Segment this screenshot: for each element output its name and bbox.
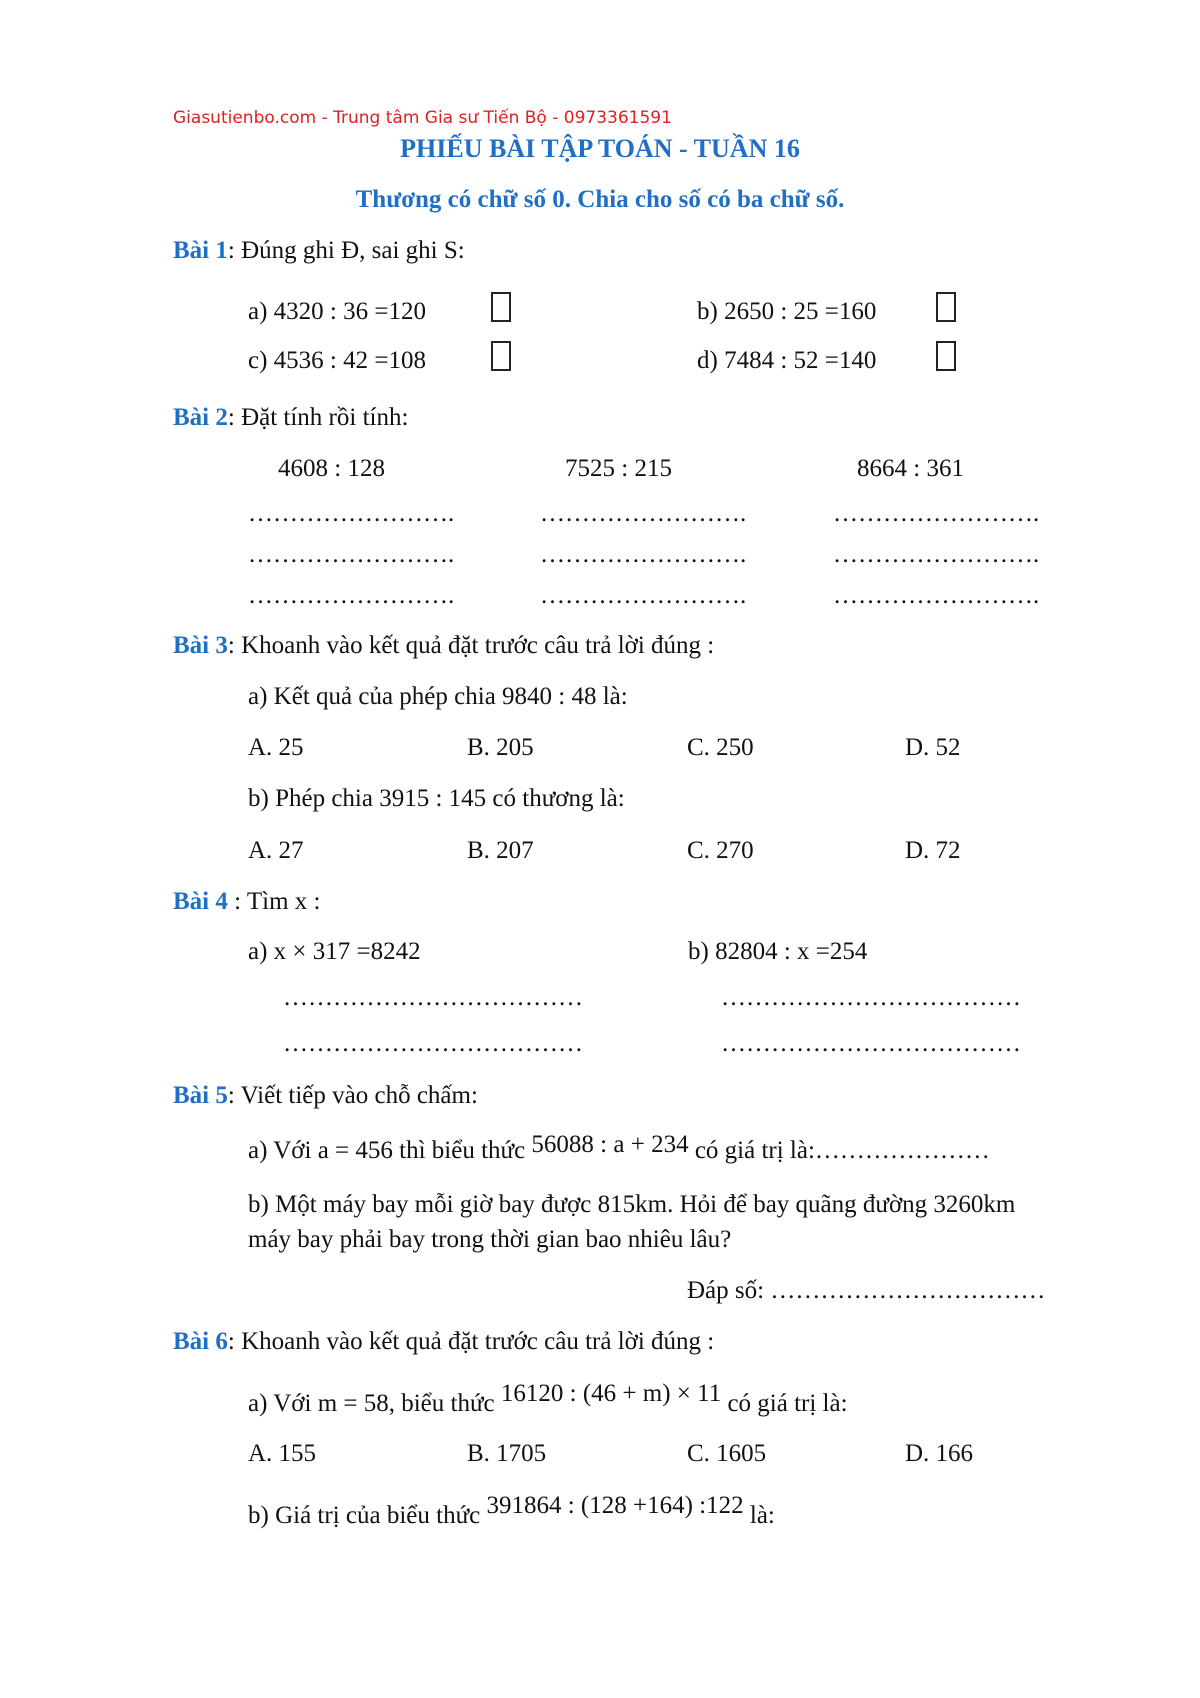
bai6-part-a — [248, 1380, 848, 1418]
bai5-a-suffix[interactable]: có giá trị là:………………… — [694, 1137, 990, 1164]
work-line[interactable]: ……………………. — [540, 541, 747, 568]
bai6-instruction: : Khoanh vào kết quả đặt trước câu trả lời đúng : — [227, 1328, 715, 1355]
option-b[interactable]: B. 207 — [467, 837, 534, 864]
bai6-a-expression: 16120 : (46 + m) × 11 — [500, 1380, 722, 1407]
bai2-problem-3: 8664 : 361 — [857, 455, 964, 482]
option-c[interactable]: C. 250 — [687, 734, 754, 761]
bai6-a-prefix: a) Với m = 58, biểu thức — [248, 1390, 495, 1417]
bai1-item-d: d) 7484 : 52 =140 — [697, 347, 877, 374]
bai5-b-line2: máy bay phải bay trong thời gian bao nhiêu lâu? — [248, 1226, 732, 1253]
work-line[interactable]: ……………………. — [540, 500, 747, 527]
bai2-problem-1: 4608 : 128 — [278, 455, 385, 482]
bai5-answer[interactable]: Đáp số: …………………………… — [687, 1277, 1046, 1304]
option-d[interactable]: D. 166 — [905, 1440, 974, 1467]
work-line[interactable]: ……………………………… — [283, 984, 583, 1011]
site-header: Giasutienbo.com - Trung tâm Gia sư Tiến Bộ - 0973361591 — [173, 108, 672, 128]
answer-box-b[interactable] — [936, 292, 956, 322]
bai4-equation-a: a) x × 317 =8242 — [248, 938, 421, 965]
bai6-part-b — [248, 1492, 775, 1530]
bai6-b-suffix: là: — [749, 1502, 775, 1529]
work-line[interactable]: ……………………. — [833, 541, 1040, 568]
bai3-heading — [173, 632, 714, 660]
bai6-heading — [173, 1328, 714, 1356]
option-b[interactable]: B. 1705 — [467, 1440, 547, 1467]
bai5-instruction: : Viết tiếp vào chỗ chấm: — [227, 1082, 478, 1109]
worksheet-title: PHIẾU BÀI TẬP TOÁN - TUẦN 16 — [400, 134, 800, 163]
bai5-b-line1: b) Một máy bay mỗi giờ bay được 815km. Hỏi để bay quãng đường 3260km — [248, 1191, 1016, 1218]
bai3-label: Bài 3 — [173, 632, 228, 659]
bai5-a-expression: 56088 : a + 234 — [531, 1131, 689, 1158]
bai2-problem-2: 7525 : 215 — [565, 455, 672, 482]
bai6-label: Bài 6 — [173, 1328, 228, 1355]
answer-box-c[interactable] — [491, 341, 511, 371]
work-line[interactable]: ……………………. — [248, 541, 455, 568]
bai1-instruction: : Đúng ghi Đ, sai ghi S: — [227, 237, 465, 264]
answer-box-d[interactable] — [936, 341, 956, 371]
option-d[interactable]: D. 72 — [905, 837, 961, 864]
work-line[interactable]: ……………………. — [833, 582, 1040, 609]
bai6-a-suffix: có giá trị là: — [727, 1390, 848, 1417]
work-line[interactable]: ……………………………… — [721, 1030, 1021, 1057]
bai3-question-a: a) Kết quả của phép chia 9840 : 48 là: — [248, 683, 628, 710]
bai5-part-a — [248, 1131, 990, 1165]
option-c[interactable]: C. 270 — [687, 837, 754, 864]
bai4-equation-b: b) 82804 : x =254 — [688, 938, 868, 965]
bai6-b-prefix: b) Giá trị của biểu thức — [248, 1502, 481, 1529]
bai2-label: Bài 2 — [173, 404, 228, 431]
work-line[interactable]: ……………………. — [248, 500, 455, 527]
bai5-a-prefix: a) Với a = 456 thì biểu thức — [248, 1137, 526, 1164]
bai4-heading — [173, 888, 320, 916]
worksheet-subtitle: Thương có chữ số 0. Chia cho số có ba chữ số. — [355, 186, 845, 213]
option-a[interactable]: A. 27 — [248, 837, 304, 864]
bai5-heading — [173, 1082, 478, 1110]
option-c[interactable]: C. 1605 — [687, 1440, 767, 1467]
work-line[interactable]: ……………………. — [833, 500, 1040, 527]
bai3-instruction: : Khoanh vào kết quả đặt trước câu trả lời đúng : — [227, 632, 715, 659]
work-line[interactable]: ……………………. — [540, 582, 747, 609]
option-d[interactable]: D. 52 — [905, 734, 961, 761]
bai1-item-c: c) 4536 : 42 =108 — [248, 347, 426, 374]
bai1-item-b: b) 2650 : 25 =160 — [697, 298, 877, 325]
work-line[interactable]: ……………………. — [248, 582, 455, 609]
bai4-label: Bài 4 — [173, 888, 228, 915]
bai3-question-b: b) Phép chia 3915 : 145 có thương là: — [248, 785, 625, 812]
option-a[interactable]: A. 155 — [248, 1440, 317, 1467]
work-line[interactable]: ……………………………… — [283, 1030, 583, 1057]
option-a[interactable]: A. 25 — [248, 734, 304, 761]
bai2-heading — [173, 404, 408, 432]
bai2-instruction: : Đặt tính rồi tính: — [227, 404, 409, 431]
answer-box-a[interactable] — [491, 292, 511, 322]
work-line[interactable]: ……………………………… — [721, 984, 1021, 1011]
bai4-instruction: : Tìm x : — [227, 888, 321, 915]
option-b[interactable]: B. 205 — [467, 734, 534, 761]
bai1-heading — [173, 237, 465, 265]
bai1-item-a: a) 4320 : 36 =120 — [248, 298, 426, 325]
bai6-b-expression: 391864 : (128 +164) :122 — [486, 1492, 744, 1519]
bai1-label: Bài 1 — [173, 237, 228, 264]
bai5-label: Bài 5 — [173, 1082, 228, 1109]
